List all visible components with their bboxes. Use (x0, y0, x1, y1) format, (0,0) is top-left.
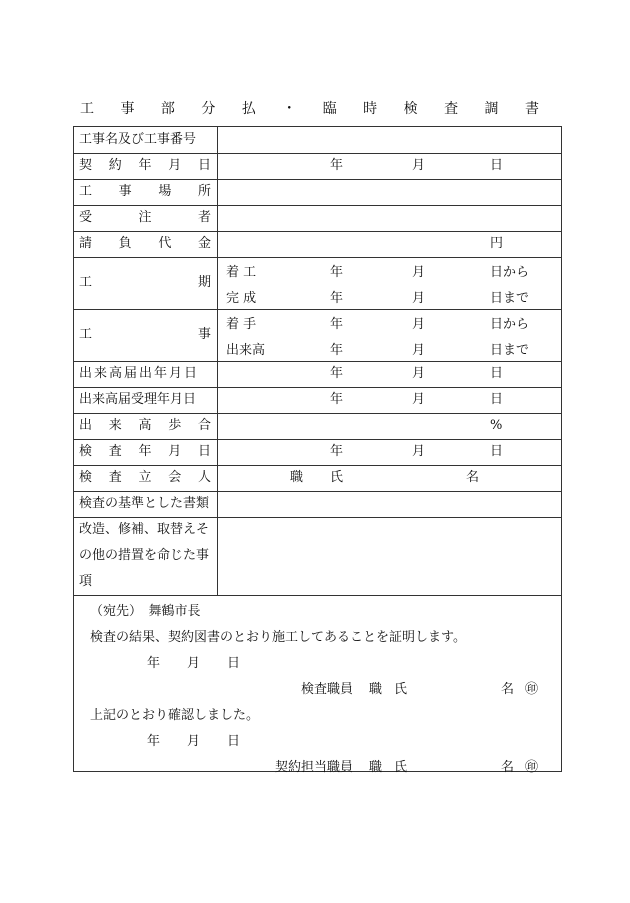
certify-statement: 検査の結果、契約図書のとおり施工してあることを証明します。 (90, 630, 466, 645)
inspector-surname: 氏 (394, 682, 408, 697)
row-receipt-date (74, 387, 561, 414)
field-report-date[interactable]: 年 月 日 (330, 366, 504, 381)
field-witness[interactable]: 職 氏 名 (290, 470, 480, 485)
field-receipt-date[interactable]: 年 月 日 (330, 392, 504, 407)
field-progress[interactable]: % (490, 418, 503, 433)
date2-month: 月 (187, 734, 201, 749)
field-site[interactable] (218, 179, 561, 205)
label-inspect-date: 検 査 年 月 日 (74, 439, 218, 465)
label-report-date: 出来高届出年月日 (74, 361, 218, 387)
contract-officer-post: 職 (369, 760, 383, 775)
field-work[interactable]: 着 手 年 月 日から 出来高 年 月 日まで (226, 317, 530, 358)
field-inspect-date[interactable]: 年 月 日 (330, 444, 504, 459)
field-basis[interactable] (218, 491, 561, 517)
date2-year: 年 (147, 734, 161, 749)
row-progress (74, 413, 561, 440)
inspector-seal: ㊞ (525, 682, 539, 697)
date1-day: 日 (227, 656, 241, 671)
row-witness (74, 465, 561, 492)
contract-officer-role: 契約担当職員 (275, 760, 354, 775)
addressee: （宛先） 舞鶴市長 (90, 604, 201, 619)
label-work-name: 工事名及び工事番号 (74, 127, 218, 153)
row-contractor (74, 205, 561, 232)
row-measures (74, 517, 561, 596)
inspection-form (73, 126, 562, 775)
row-work-name (74, 127, 561, 154)
field-price[interactable]: 円 (490, 236, 504, 251)
label-work: 工 事 (74, 309, 218, 361)
row-price (74, 231, 561, 258)
label-contractor: 受 注 者 (74, 205, 218, 231)
inspector-post: 職 (369, 682, 383, 697)
label-receipt-date: 出来高届受理年月日 (74, 387, 218, 413)
field-contract-date[interactable]: 年 月 日 (330, 158, 504, 173)
row-report-date (74, 361, 561, 388)
field-contractor[interactable] (218, 205, 561, 231)
field-work-name[interactable] (218, 127, 561, 153)
label-price: 請 負 代 金 (74, 231, 218, 257)
date2-day: 日 (227, 734, 241, 749)
inspector-name: 名 (501, 682, 515, 697)
date1-year: 年 (147, 656, 161, 671)
certification-section (74, 595, 561, 775)
document-title: 工 事 部 分 払 ・ 臨 時 検 査 調 書 (80, 101, 550, 117)
contract-officer-seal: ㊞ (525, 760, 539, 775)
label-site: 工 事 場 所 (74, 179, 218, 205)
inspector-role: 検査職員 (301, 682, 354, 697)
label-witness: 検 査 立 会 人 (74, 465, 218, 491)
confirm-statement: 上記のとおり確認しました。 (90, 708, 260, 723)
label-measures: 改造、修補、取替えそ の他の措置を命じた事 項 (74, 517, 218, 595)
row-basis (74, 491, 561, 518)
row-period (74, 257, 561, 310)
label-progress: 出 来 高 歩 合 (74, 413, 218, 439)
label-contract-date: 契 約 年 月 日 (74, 153, 218, 179)
date1-month: 月 (187, 656, 201, 671)
contract-officer-name: 名 (501, 760, 515, 775)
row-contract-date (74, 153, 561, 180)
row-inspect-date (74, 439, 561, 466)
row-site (74, 179, 561, 206)
contract-officer-surname: 氏 (394, 760, 408, 775)
field-period[interactable]: 着 工 年 月 日から 完 成 年 月 日まで (226, 265, 530, 306)
label-period: 工 期 (74, 257, 218, 309)
field-measures[interactable] (218, 517, 561, 595)
row-work (74, 309, 561, 362)
label-basis: 検査の基準とした書類 (74, 491, 218, 517)
